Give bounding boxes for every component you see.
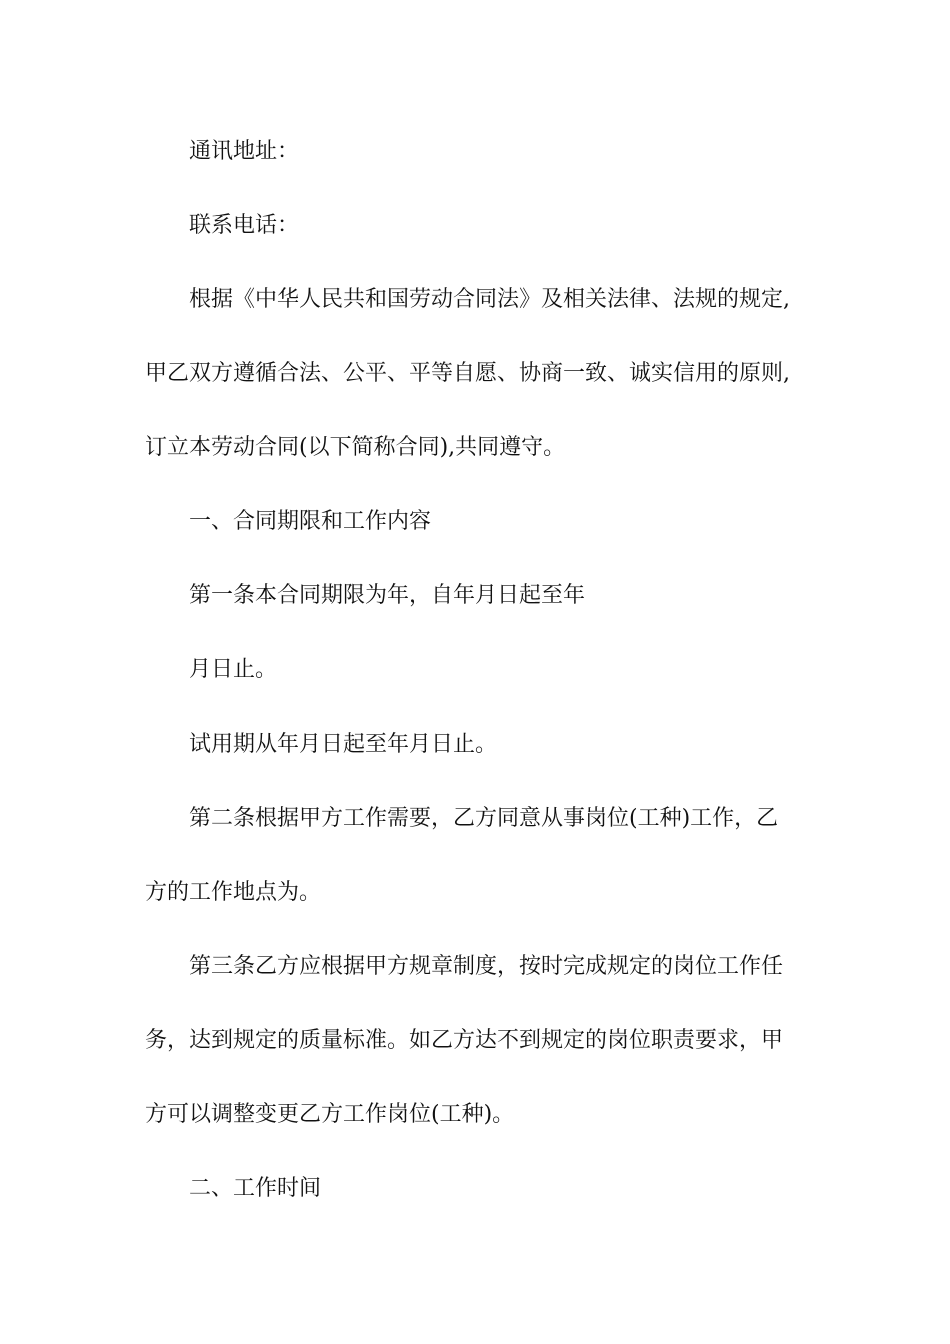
article-2-line-1: 第二条根据甲方工作需要，乙方同意从事岗位(工种)工作，乙: [189, 806, 779, 831]
phone-label: 联系电话：: [189, 213, 300, 238]
section-heading-2: 二、工作时间: [189, 1176, 322, 1201]
article-1-line-1: 第一条本合同期限为年，自年月日起至年: [189, 583, 586, 608]
probation-line: 试用期从年月日起至年月日止。: [189, 732, 498, 757]
preamble-line-1: 根据《中华人民共和国劳动合同法》及相关法律、法规的规定,: [189, 287, 790, 312]
preamble-line-3: 订立本劳动合同(以下简称合同),共同遵守。: [145, 435, 566, 460]
article-3-line-1: 第三条乙方应根据甲方规章制度，按时完成规定的岗位工作任: [189, 954, 784, 979]
article-1-line-2: 月日止。: [189, 657, 278, 682]
article-2-line-2: 方的工作地点为。: [145, 880, 322, 905]
section-heading-1: 一、合同期限和工作内容: [189, 509, 432, 534]
preamble-line-2: 甲乙双方遵循合法、公平、平等自愿、协商一致、诚实信用的原则,: [145, 361, 790, 386]
article-3-line-3: 方可以调整变更乙方工作岗位(工种)。: [145, 1102, 515, 1127]
address-label: 通讯地址：: [189, 139, 300, 164]
article-3-line-2: 务，达到规定的质量标准。如乙方达不到规定的岗位职责要求，甲: [145, 1028, 784, 1053]
